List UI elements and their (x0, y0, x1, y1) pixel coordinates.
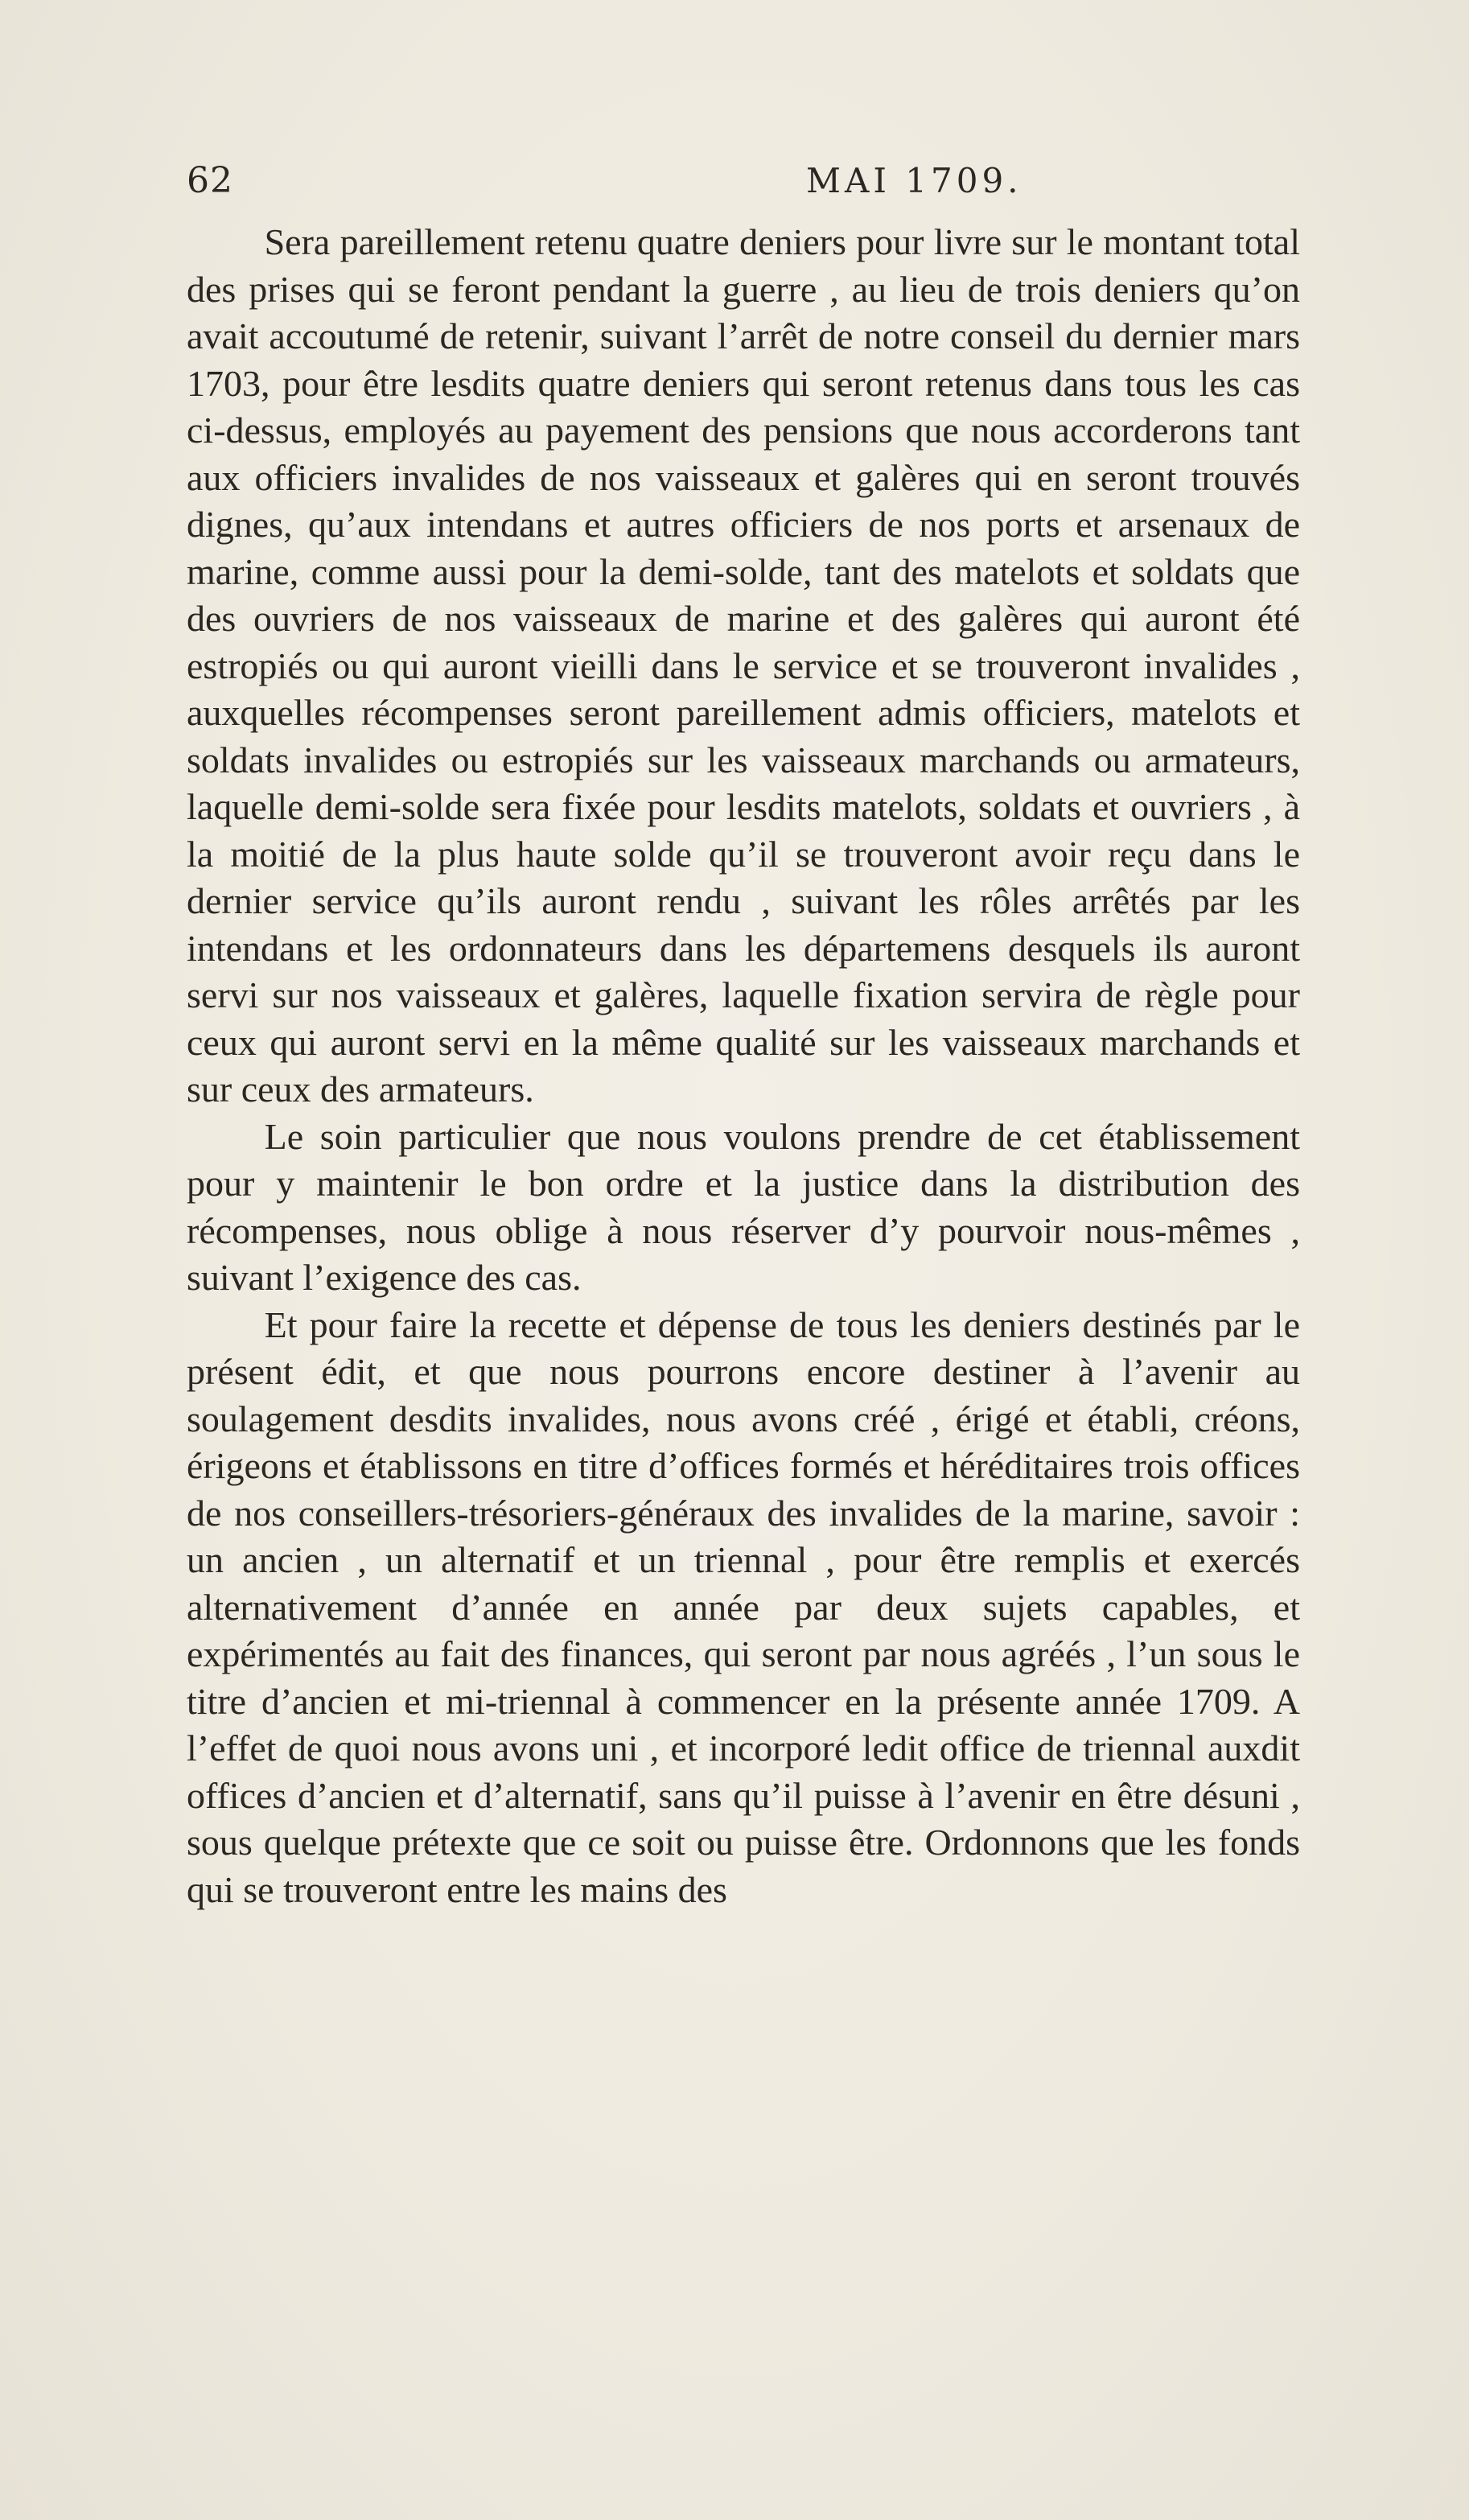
paragraph: Et pour faire la recette et dépense de tous les deniers destinés par le présent édit, et que nous pourrons encore destiner à l’avenir au soulagement desdits invalides, nous avons créé , érigé et établi, créons, érigeons et établissons en titre d’offices formés et héréditaires trois offices de nos conseillers-trésoriers-généraux des invalides de la marine, savoir : un ancien , un alternatif et un triennal , pour être remplis et exercés alternativement d’année en année par deux sujets capables, et expérimentés au fait des finances, qui seront par nous agréés , l’un sous le titre d’ancien et mi-triennal à commencer en la présente année 1709. A l’effet de quoi nous avons uni , et incorporé ledit office de triennal auxdit offices d’ancien et d’alternatif, sans qu’il puisse à l’avenir en être désuni , sous quelque prétexte que ce soit ou puisse être. Ordonnons que les fonds qui se trouveront entre les mains des (187, 1303, 1300, 1910)
paragraph: Le soin particulier que nous voulons prendre de cet établissement pour y maintenir le bon ordre et la justice dans la distribution des récompenses, nous oblige à nous réserver d’y pourvoir nous-mêmes , suivant l’exigence des cas. (187, 1115, 1300, 1298)
page-header (187, 157, 1300, 205)
body-text (187, 219, 1300, 1913)
paragraph: Sera pareillement retenu quatre deniers pour livre sur le montant total des prises qui se feront pendant la guerre , au lieu de trois deniers qu’on avait accoutumé de retenir, suivant l’arrêt de notre conseil du dernier mars 1703, pour être lesdits quatre deniers qui seront retenus dans tous les cas ci-dessus, employés au payement des pensions que nous accorderons tant aux officiers invalides de nos vaisseaux et galères qui en seront trouvés dignes, qu’aux intendans et autres officiers de nos ports et arsenaux de marine, comme aussi pour la demi-solde, tant des matelots et soldats que des ouvriers de nos vaisseaux de marine et des galères qui auront été estropiés ou qui auront vieilli dans le service et se trouveront invalides , auxquelles récompenses seront pareillement admis officiers, matelots et soldats invalides ou estropiés sur les vaisseaux marchands ou armateurs, laquelle demi-solde sera fixée pour lesdits matelots, soldats et ouvriers , à la moitié de la plus haute solde qu’il se trouveront avoir reçu dans le dernier service qu’ils auront rendu , suivant les rôles arrêtés par les intendans et les ordonnateurs dans les départemens desquels ils auront servi sur nos vaisseaux et galères, laquelle fixation servira de règle pour ceux qui auront servi en la même qualité sur les vaisseaux marchands et sur ceux des armateurs. (187, 221, 1300, 1110)
page-number: 62 (187, 160, 233, 201)
running-head: MAI 1709. (806, 161, 1023, 200)
